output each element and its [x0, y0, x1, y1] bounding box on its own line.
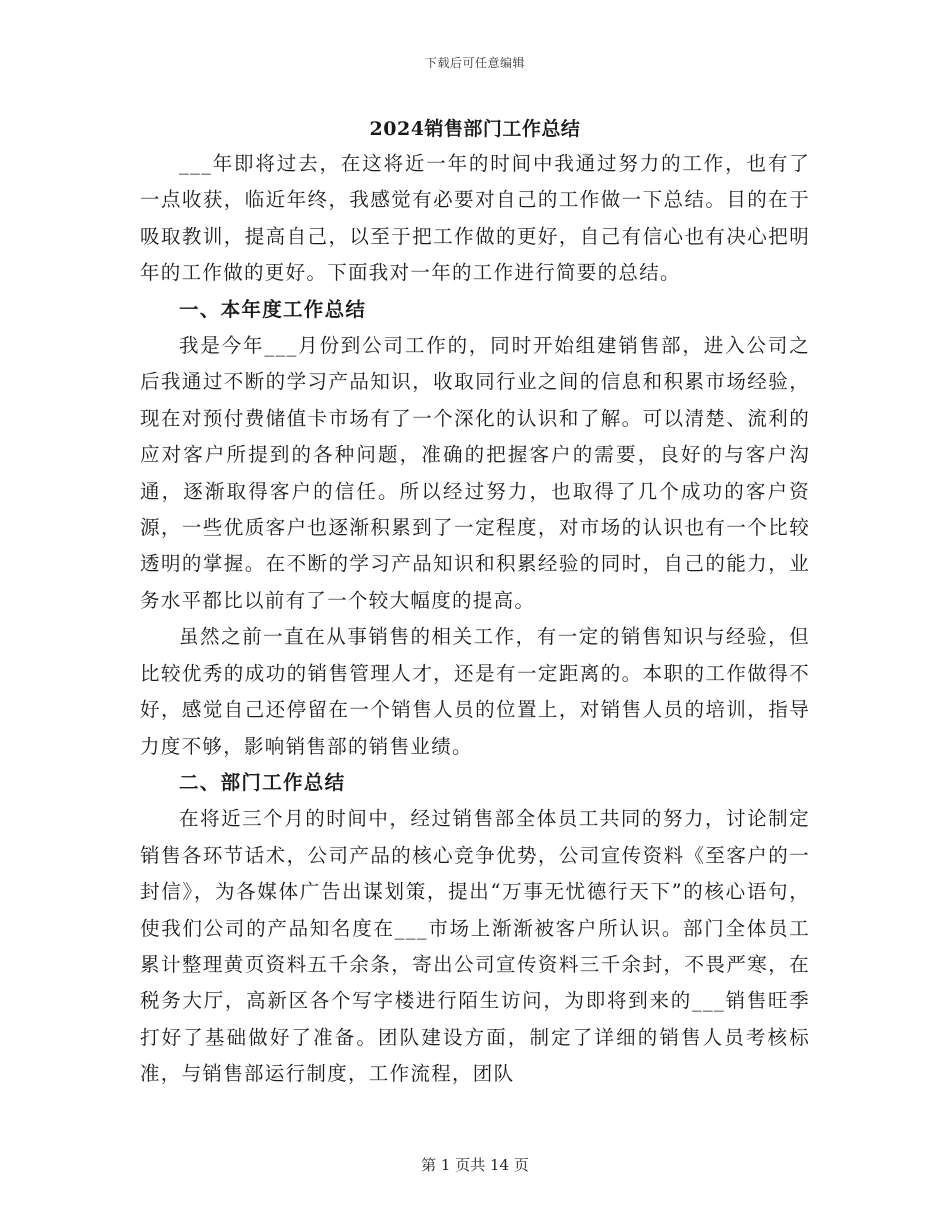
document-title: 2024销售部门工作总结	[369, 118, 581, 140]
header-note: 下载后可任意编辑	[424, 56, 525, 70]
section-2-paragraph: 在将近三个月的时间中，经过销售部全体员工共同的努力，讨论制定销售各环节话术，公司产品的核心竞争优势，公司宣传资料《至客户的一封信》，为各媒体广告出谋划策，提出“万事无忧德行天下”的核心语句，使我们公司的产品知名度在___市场上渐渐被客户所认识。部门全体员工累计整理黄页资料五千余条，寄出公司宣传资料三千余封，不畏严寒，在税务大厅，高新区各个写字楼进行陌生访问，为即将到来的___销售旺季打好了基础做好了准备。团队建设方面，制定了详细的销售人员考核标准，与销售部运行制度，工作流程，团队	[140, 807, 810, 1086]
section-1-paragraph: 我是今年___月份到公司工作的，同时开始组建销售部，进入公司之后我通过不断的学习产品知识，收取同行业之间的信息和积累市场经验，现在对预付费储值卡市场有了一个深化的认识和了解。可以清楚、流利的应对客户所提到的各种问题，准确的把握客户的需要，良好的与客户沟通，逐渐取得客户的信任。所以经过努力，也取得了几个成功的客户资源，一些优质客户也逐渐积累到了一定程度，对市场的认识也有一个比较透明的掌握。在不断的学习产品知识和积累经验的同时，自己的能力，业务水平都比以前有了一个较大幅度的提高。	[140, 334, 810, 612]
intro-paragraph: ___年即将过去，在这将近一年的时间中我通过努力的工作，也有了一点收获，临近年终，我感觉有必要对自己的工作做一下总结。目的在于吸取教训，提高自己，以至于把工作做的更好，自己有信心也有决心把明年的工作做的更好。下面我对一年的工作进行简要的总结。	[140, 152, 810, 285]
page-footer: 第 1 页共 14 页	[421, 1156, 529, 1174]
section-heading-1: 一、本年度工作总结	[179, 297, 367, 321]
section-heading-2: 二、部门工作总结	[179, 770, 346, 794]
document-body	[140, 146, 810, 1093]
section-1-paragraph: 虽然之前一直在从事销售的相关工作，有一定的销售知识与经验，但比较优秀的成功的销售管理人才，还是有一定距离的。本职的工作做得不好，感觉自己还停留在一个销售人员的位置上，对销售人员的培训，指导力度不够，影响销售部的销售业绩。	[140, 625, 810, 758]
